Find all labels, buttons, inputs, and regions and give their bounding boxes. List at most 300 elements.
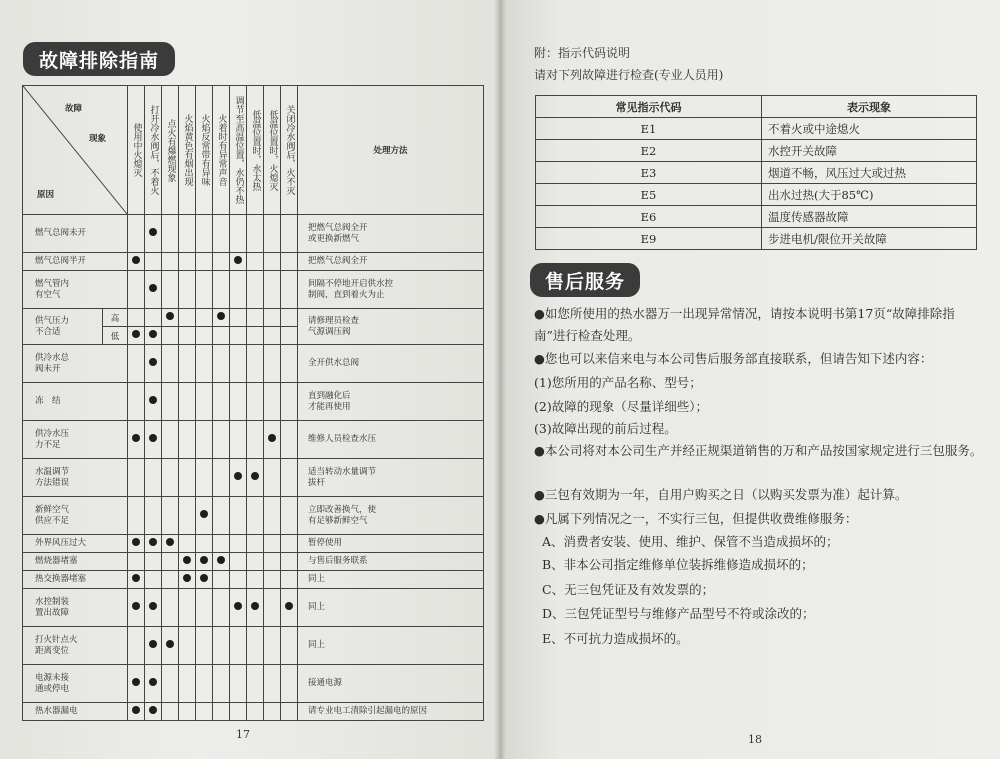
symptom-cell	[162, 327, 179, 345]
symptom-cell	[128, 589, 145, 627]
symptom-cell	[145, 421, 162, 459]
symptom-cell	[247, 421, 264, 459]
fault-row	[23, 459, 484, 497]
fault-cause: 新鲜空气 供应不足	[23, 497, 128, 535]
phenomenon-column-header	[196, 86, 213, 215]
symptom-cell	[230, 553, 247, 571]
symptom-cell	[179, 589, 196, 627]
fault-row	[23, 497, 484, 535]
symptom-dot	[132, 256, 140, 264]
fault-row	[23, 253, 484, 271]
symptom-dot	[149, 228, 157, 236]
symptom-cell	[213, 497, 230, 535]
indicator-code: E1	[536, 118, 762, 140]
symptom-cell	[162, 535, 179, 553]
diagonal-header-cell	[23, 86, 128, 215]
fault-row	[23, 703, 484, 721]
after-sales-paragraph: ●凡属下列情况之一，不实行三包，但提供收费维修服务：	[534, 511, 858, 526]
symptom-cell	[128, 459, 145, 497]
symptom-cell	[281, 535, 298, 553]
symptom-cell	[213, 271, 230, 309]
after-sales-paragraph: (3)故障出现的前后过程。	[534, 421, 677, 436]
fault-cause: 供气压力 不合适	[23, 309, 103, 345]
symptom-cell	[162, 665, 179, 703]
code-row	[536, 206, 977, 228]
symptom-cell	[264, 327, 281, 345]
symptom-cell	[162, 589, 179, 627]
code-header: 常见指示代码	[536, 96, 762, 118]
symptom-cell	[128, 421, 145, 459]
symptom-cell	[128, 309, 145, 327]
phenomenon-label: 火焰黄色有烟出现	[182, 114, 193, 186]
symptom-dot	[149, 434, 157, 442]
fault-method: 与售后服务联系	[298, 553, 484, 571]
fault-row	[23, 309, 484, 327]
symptom-cell	[162, 627, 179, 665]
fault-cause: 水控制装 置出故障	[23, 589, 128, 627]
symptom-cell	[128, 253, 145, 271]
fault-cause: 燃气总阀半开	[23, 253, 128, 271]
fault-method: 请专业电工清除引起漏电的原因	[298, 703, 484, 721]
symptom-cell	[247, 553, 264, 571]
symptom-cell	[281, 703, 298, 721]
after-sales-title: 售后服务	[530, 263, 640, 297]
symptom-cell	[128, 215, 145, 253]
fault-row	[23, 589, 484, 627]
symptom-cell	[179, 553, 196, 571]
symptom-cell	[162, 553, 179, 571]
symptom-cell	[128, 271, 145, 309]
code-row	[536, 184, 977, 206]
fault-row	[23, 215, 484, 253]
phenomenon-label: 火着时有异常声音	[216, 114, 227, 186]
symptom-dot	[132, 330, 140, 338]
symptom-cell	[247, 589, 264, 627]
symptom-cell	[281, 571, 298, 589]
symptom-cell	[145, 459, 162, 497]
fault-method: 全开供水总阀	[298, 345, 484, 383]
phenomenon-column-header	[247, 86, 264, 215]
symptom-cell	[264, 253, 281, 271]
symptom-cell	[196, 421, 213, 459]
indicator-code: E9	[536, 228, 762, 250]
symptom-cell	[281, 497, 298, 535]
phenomenon-column-header	[213, 86, 230, 215]
fault-method: 直到融化后 才能再使用	[298, 383, 484, 421]
symptom-cell	[247, 459, 264, 497]
fault-cause: 水温调节 方法错误	[23, 459, 128, 497]
symptom-cell	[196, 665, 213, 703]
symptom-cell	[281, 215, 298, 253]
symptom-dot	[200, 510, 208, 518]
symptom-cell	[128, 327, 145, 345]
fault-method: 适当转动水量调节 拔杆	[298, 459, 484, 497]
symptom-cell	[213, 535, 230, 553]
symptom-cell	[179, 271, 196, 309]
symptom-cell	[213, 571, 230, 589]
symptom-cell	[145, 345, 162, 383]
code-meaning: 烟道不畅，风压过大或过热	[762, 162, 977, 184]
after-sales-paragraph: A、消费者安装、使用、维护、保管不当造成损坏的；	[542, 534, 839, 549]
symptom-cell	[264, 535, 281, 553]
symptom-cell	[213, 589, 230, 627]
symptom-cell	[247, 535, 264, 553]
code-meaning: 温度传感器故障	[762, 206, 977, 228]
symptom-cell	[128, 383, 145, 421]
symptom-dot	[132, 678, 140, 686]
symptom-cell	[179, 253, 196, 271]
phenomenon-label: 使用中火熄灭	[131, 123, 142, 177]
symptom-dot	[132, 602, 140, 610]
fault-method: 间隔不停地开启供水控 制阀，直到着火为止	[298, 271, 484, 309]
symptom-cell	[196, 571, 213, 589]
symptom-cell	[213, 553, 230, 571]
fault-cause: 供冷水总 阀未开	[23, 345, 128, 383]
symptom-dot	[217, 312, 225, 320]
symptom-cell	[264, 497, 281, 535]
after-sales-paragraph: E、不可抗力造成损坏的。	[542, 631, 689, 646]
symptom-dot	[149, 284, 157, 292]
symptom-cell	[162, 571, 179, 589]
symptom-cell	[179, 327, 196, 345]
symptom-dot	[149, 330, 157, 338]
symptom-dot	[132, 706, 140, 714]
symptom-dot	[149, 358, 157, 366]
fault-row	[23, 665, 484, 703]
code-row	[536, 140, 977, 162]
symptom-cell	[128, 497, 145, 535]
symptom-dot	[166, 538, 174, 546]
symptom-cell	[162, 271, 179, 309]
symptom-cell	[230, 665, 247, 703]
symptom-dot	[217, 556, 225, 564]
symptom-cell	[196, 627, 213, 665]
fault-row	[23, 345, 484, 383]
after-sales-paragraph: ●三包有效期为一年，自用户购买之日（以购买发票为准）起计算。	[534, 487, 908, 502]
symptom-cell	[213, 215, 230, 253]
fault-method: 同上	[298, 627, 484, 665]
header-method	[298, 86, 484, 215]
phenomenon-column-header	[230, 86, 247, 215]
symptom-cell	[179, 459, 196, 497]
header-method-label: 处理方法	[373, 146, 408, 156]
symptom-cell	[128, 345, 145, 383]
symptom-cell	[213, 665, 230, 703]
symptom-cell	[230, 271, 247, 309]
phenomenon-label: 打开冷水阀后，不着火	[148, 105, 159, 195]
symptom-dot	[149, 396, 157, 404]
code-meaning: 步进电机/限位开关故障	[762, 228, 977, 250]
code-row	[536, 228, 977, 250]
fault-cause: 燃气管内 有空气	[23, 271, 128, 309]
symptom-dot	[200, 574, 208, 582]
after-sales-paragraph: ●本公司将对本公司生产并经正规渠道销售的万和产品按国家规定进行三包服务。	[534, 443, 983, 458]
symptom-cell	[264, 703, 281, 721]
symptom-cell	[264, 589, 281, 627]
after-sales-paragraph: (2)故障的现象（尽量详细些）；	[534, 399, 708, 414]
symptom-cell	[179, 703, 196, 721]
symptom-cell	[196, 309, 213, 327]
symptom-cell	[179, 535, 196, 553]
code-row	[536, 118, 977, 140]
symptom-cell	[281, 253, 298, 271]
fault-row	[23, 421, 484, 459]
after-sales-paragraph: D、三包凭证型号与维修产品型号不符或涂改的；	[542, 606, 815, 621]
symptom-cell	[247, 271, 264, 309]
symptom-cell	[264, 421, 281, 459]
symptom-cell	[281, 271, 298, 309]
symptom-cell	[162, 421, 179, 459]
phenomenon-column-header	[179, 86, 196, 215]
symptom-cell	[196, 327, 213, 345]
symptom-cell	[247, 497, 264, 535]
fault-row	[23, 571, 484, 589]
symptom-cell	[230, 497, 247, 535]
symptom-cell	[213, 345, 230, 383]
symptom-cell	[213, 421, 230, 459]
symptom-cell	[179, 421, 196, 459]
fault-method: 请修理员检查 气源调压阀	[298, 309, 484, 345]
book-spine	[494, 0, 506, 759]
symptom-cell	[145, 309, 162, 327]
indicator-code: E3	[536, 162, 762, 184]
symptom-cell	[281, 421, 298, 459]
symptom-dot	[132, 434, 140, 442]
symptom-cell	[247, 345, 264, 383]
symptom-cell	[281, 383, 298, 421]
fault-row	[23, 271, 484, 309]
symptom-cell	[213, 253, 230, 271]
header-phenomenon-label: 现象	[89, 134, 107, 144]
fault-method: 立即改善换气，使 有足够新鲜空气	[298, 497, 484, 535]
symptom-cell	[247, 309, 264, 327]
symptom-cell	[179, 627, 196, 665]
symptom-dot	[183, 556, 191, 564]
indicator-code-table	[535, 95, 977, 250]
symptom-cell	[196, 253, 213, 271]
symptom-cell	[145, 271, 162, 309]
symptom-cell	[162, 345, 179, 383]
symptom-dot	[149, 706, 157, 714]
symptom-cell	[264, 627, 281, 665]
symptom-cell	[128, 665, 145, 703]
symptom-cell	[247, 627, 264, 665]
symptom-cell	[264, 571, 281, 589]
symptom-cell	[145, 703, 162, 721]
symptom-cell	[162, 309, 179, 327]
fault-row	[23, 553, 484, 571]
symptom-dot	[149, 678, 157, 686]
symptom-cell	[145, 553, 162, 571]
symptom-cell	[213, 703, 230, 721]
symptom-cell	[179, 383, 196, 421]
symptom-dot	[268, 434, 276, 442]
indicator-code: E5	[536, 184, 762, 206]
symptom-cell	[196, 553, 213, 571]
symptom-cell	[264, 553, 281, 571]
symptom-cell	[179, 215, 196, 253]
symptom-dot	[234, 472, 242, 480]
symptom-cell	[264, 345, 281, 383]
symptom-dot	[149, 602, 157, 610]
fault-cause: 热水器漏电	[23, 703, 128, 721]
symptom-cell	[145, 571, 162, 589]
phenomenon-column-header	[128, 86, 145, 215]
symptom-cell	[230, 535, 247, 553]
symptom-cell	[196, 271, 213, 309]
symptom-cell	[230, 327, 247, 345]
symptom-cell	[281, 459, 298, 497]
fault-cause: 供冷水压 力不足	[23, 421, 128, 459]
symptom-cell	[162, 703, 179, 721]
symptom-cell	[247, 703, 264, 721]
phenomenon-label: 关闭冷水阀后，火不灭	[284, 105, 295, 195]
phenomenon-label: 火焰反常带有异味	[199, 114, 210, 186]
symptom-cell	[247, 215, 264, 253]
symptom-cell	[264, 271, 281, 309]
symptom-cell	[230, 253, 247, 271]
symptom-cell	[230, 215, 247, 253]
fault-cause: 燃烧器堵塞	[23, 553, 128, 571]
symptom-cell	[213, 309, 230, 327]
symptom-cell	[247, 571, 264, 589]
indicator-code: E6	[536, 206, 762, 228]
after-sales-paragraph: ●如您所使用的热水器万一出现异常情况，请按本说明书第17页“故障排除指南”进行检查处理。	[534, 306, 955, 343]
symptom-cell	[264, 665, 281, 703]
fault-method: 接通电源	[298, 665, 484, 703]
symptom-cell	[179, 497, 196, 535]
phenomenon-label: 点火有爆燃现象	[165, 118, 176, 182]
symptom-cell	[213, 459, 230, 497]
symptom-cell	[179, 665, 196, 703]
symptom-cell	[281, 309, 298, 327]
symptom-cell	[281, 589, 298, 627]
after-sales-paragraph: (1)您所用的产品名称、型号；	[534, 375, 702, 390]
symptom-cell	[196, 703, 213, 721]
symptom-cell	[230, 345, 247, 383]
symptom-cell	[213, 383, 230, 421]
symptom-dot	[166, 640, 174, 648]
fault-method: 同上	[298, 589, 484, 627]
fault-method: 把燃气总阀全开	[298, 253, 484, 271]
symptom-cell	[128, 553, 145, 571]
code-meaning: 水控开关故障	[762, 140, 977, 162]
symptom-cell	[196, 215, 213, 253]
symptom-cell	[264, 215, 281, 253]
symptom-dot	[234, 602, 242, 610]
fault-cause: 冻 结	[23, 383, 128, 421]
symptom-dot	[149, 640, 157, 648]
symptom-cell	[230, 627, 247, 665]
code-meaning: 不着火或中途熄火	[762, 118, 977, 140]
page-number-left: 17	[236, 728, 250, 741]
symptom-cell	[145, 327, 162, 345]
fault-row	[23, 535, 484, 553]
code-row	[536, 162, 977, 184]
symptom-dot	[251, 472, 259, 480]
symptom-cell	[196, 589, 213, 627]
fault-cause: 外界风压过大	[23, 535, 128, 553]
symptom-cell	[196, 535, 213, 553]
symptom-cell	[230, 421, 247, 459]
symptom-cell	[230, 571, 247, 589]
symptom-cell	[230, 703, 247, 721]
symptom-dot	[183, 574, 191, 582]
symptom-cell	[196, 497, 213, 535]
symptom-cell	[145, 215, 162, 253]
symptom-cell	[230, 309, 247, 327]
symptom-cell	[162, 459, 179, 497]
symptom-cell	[213, 627, 230, 665]
symptom-cell	[145, 627, 162, 665]
troubleshooting-table	[22, 85, 484, 721]
symptom-dot	[285, 602, 293, 610]
symptom-cell	[162, 497, 179, 535]
symptom-cell	[145, 535, 162, 553]
fault-row	[23, 627, 484, 665]
symptom-cell	[281, 627, 298, 665]
after-sales-paragraph: B、非本公司指定维修单位装拆维修造成损坏的；	[542, 557, 814, 572]
symptom-cell	[264, 383, 281, 421]
fault-method: 同上	[298, 571, 484, 589]
symptom-cell	[128, 535, 145, 553]
symptom-cell	[196, 383, 213, 421]
fault-cause: 燃气总阀未开	[23, 215, 128, 253]
symptom-cell	[145, 253, 162, 271]
symptom-cell	[145, 589, 162, 627]
indicator-code: E2	[536, 140, 762, 162]
symptom-cell	[179, 571, 196, 589]
pressure-level: 高	[103, 309, 128, 327]
symptom-dot	[166, 312, 174, 320]
symptom-cell	[247, 665, 264, 703]
pressure-level: 低	[103, 327, 128, 345]
symptom-cell	[264, 309, 281, 327]
symptom-cell	[179, 309, 196, 327]
symptom-dot	[251, 602, 259, 610]
appendix-title: 附：指示代码说明	[534, 46, 631, 60]
symptom-cell	[145, 665, 162, 703]
symptom-cell	[281, 345, 298, 383]
symptom-cell	[230, 589, 247, 627]
phenomenon-label: 低温位置时，火熄灭	[267, 109, 278, 191]
page-number-right: 18	[748, 733, 762, 746]
symptom-cell	[230, 383, 247, 421]
symptom-cell	[213, 327, 230, 345]
symptom-dot	[149, 538, 157, 546]
symptom-cell	[230, 459, 247, 497]
after-sales-paragraph: C、无三包凭证及有效发票的；	[542, 582, 715, 597]
appendix-subtitle: 请对下列故障进行检查(专业人员用)	[534, 68, 724, 82]
symptom-cell	[162, 253, 179, 271]
symptom-cell	[247, 253, 264, 271]
phenomenon-column-header	[264, 86, 281, 215]
symptom-cell	[145, 497, 162, 535]
code-meaning: 出水过热(大于85℃)	[762, 184, 977, 206]
symptom-cell	[179, 345, 196, 383]
symptom-cell	[281, 553, 298, 571]
symptom-cell	[162, 383, 179, 421]
fault-row	[23, 383, 484, 421]
symptom-dot	[132, 574, 140, 582]
symptom-cell	[145, 383, 162, 421]
phenomenon-column-header	[162, 86, 179, 215]
symptom-cell	[162, 215, 179, 253]
fault-method: 把燃气总阀全开 或更换新燃气	[298, 215, 484, 253]
phenomenon-column-header	[281, 86, 298, 215]
symptom-cell	[196, 345, 213, 383]
meaning-header: 表示现象	[762, 96, 977, 118]
